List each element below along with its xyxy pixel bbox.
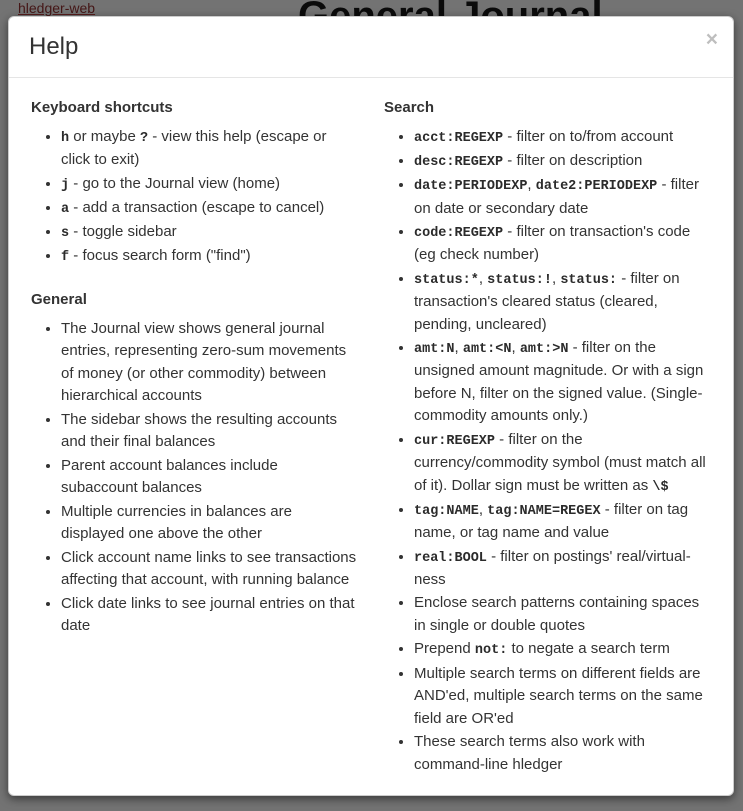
modal-title: Help [29,33,79,60]
list-item: • date:PERIODEXP, date2:PERIODEXP - filter on date or secondary date [414,174,711,220]
list-item: • Prepend not: to negate a search term [414,638,711,661]
inline-code: cur:REGEXP [414,433,496,449]
list-item: • real:BOOL - filter on postings' real/virtual-ness [414,546,711,592]
list-item: • Click account name links to see transactions affecting that account, with running balance [61,547,358,592]
inline-code: tag:NAME [414,503,479,519]
right-column [384,97,711,776]
left-column [31,97,358,776]
section-heading: Search [384,98,435,116]
list-item: • tag:NAME, tag:NAME=REGEX - filter on tag name, or tag name and value [414,499,711,545]
inline-code: j [61,177,70,193]
help-list [384,126,711,776]
inline-code: status:* [414,272,479,288]
inline-code: not: [474,643,508,659]
list-item: • status:*, status:!, status: - filter on transaction's cleared status (cleared, pending, uncleared) [414,268,711,336]
list-item: • j - go to the Journal view (home) [61,173,358,196]
list-item: • Click date links to see journal entries on that date [61,593,358,638]
list-item: • Enclose search patterns containing spaces in single or double quotes [414,592,711,637]
inline-code: date2:PERIODEXP [535,179,658,195]
section-heading: Keyboard shortcuts [31,98,173,116]
inline-code: amt:N [414,342,455,358]
list-item: • code:REGEXP - filter on transaction's code (eg check number) [414,221,711,267]
list-item: • The Journal view shows general journal entries, representing zero-sum movements of money (or other commodity) between hierarchical accounts [61,318,358,408]
inline-code: h [61,130,70,146]
inline-code: amt:<N [462,342,512,358]
list-item: • Multiple search terms on different fields are AND'ed, multiple search terms on the same field are OR'ed [414,663,711,731]
inline-code: a [61,201,70,217]
inline-code: desc:REGEXP [414,155,504,171]
inline-code: real:BOOL [414,550,487,566]
inline-code: amt:>N [519,342,569,358]
inline-code: s [61,226,70,242]
inline-code: code:REGEXP [414,226,504,242]
list-item: • Parent account balances include subaccount balances [61,455,358,500]
list-item: • s - toggle sidebar [61,221,358,244]
inline-code: tag:NAME=REGEX [487,503,601,519]
inline-code: date:PERIODEXP [414,179,528,195]
list-item: • desc:REGEXP - filter on description [414,150,711,173]
section-heading: General [31,290,87,308]
inline-code: acct:REGEXP [414,130,504,146]
help-list [31,126,358,269]
help-modal [8,16,734,796]
list-item: • Multiple currencies in balances are displayed one above the other [61,501,358,546]
list-item: • f - focus search form ("find") [61,245,358,268]
inline-code: f [61,250,70,266]
list-item: • The sidebar shows the resulting accounts and their final balances [61,409,358,454]
inline-code: \$ [652,479,669,495]
close-icon[interactable]: × [705,28,718,51]
list-item: • amt:N, amt:<N, amt:>N - filter on the unsigned amount magnitude. Or with a sign before N, filter on the signed value. (Single-commodity amounts only.) [414,337,711,428]
modal-header [9,17,733,78]
modal-body [9,78,733,795]
inline-code: status: [560,272,618,288]
inline-code: ? [139,130,149,146]
list-item: • acct:REGEXP - filter on to/from account [414,126,711,149]
list-item: • These search terms also work with command-line hledger [414,731,711,776]
inline-code: status:! [487,272,552,288]
list-item: • h or maybe ? - view this help (escape or click to exit) [61,126,358,172]
list-item: • a - add a transaction (escape to cancel) [61,197,358,220]
help-list [31,318,358,638]
list-item: • cur:REGEXP - filter on the currency/commodity symbol (must match all of it). Dollar sign must be written as \$ [414,429,711,498]
